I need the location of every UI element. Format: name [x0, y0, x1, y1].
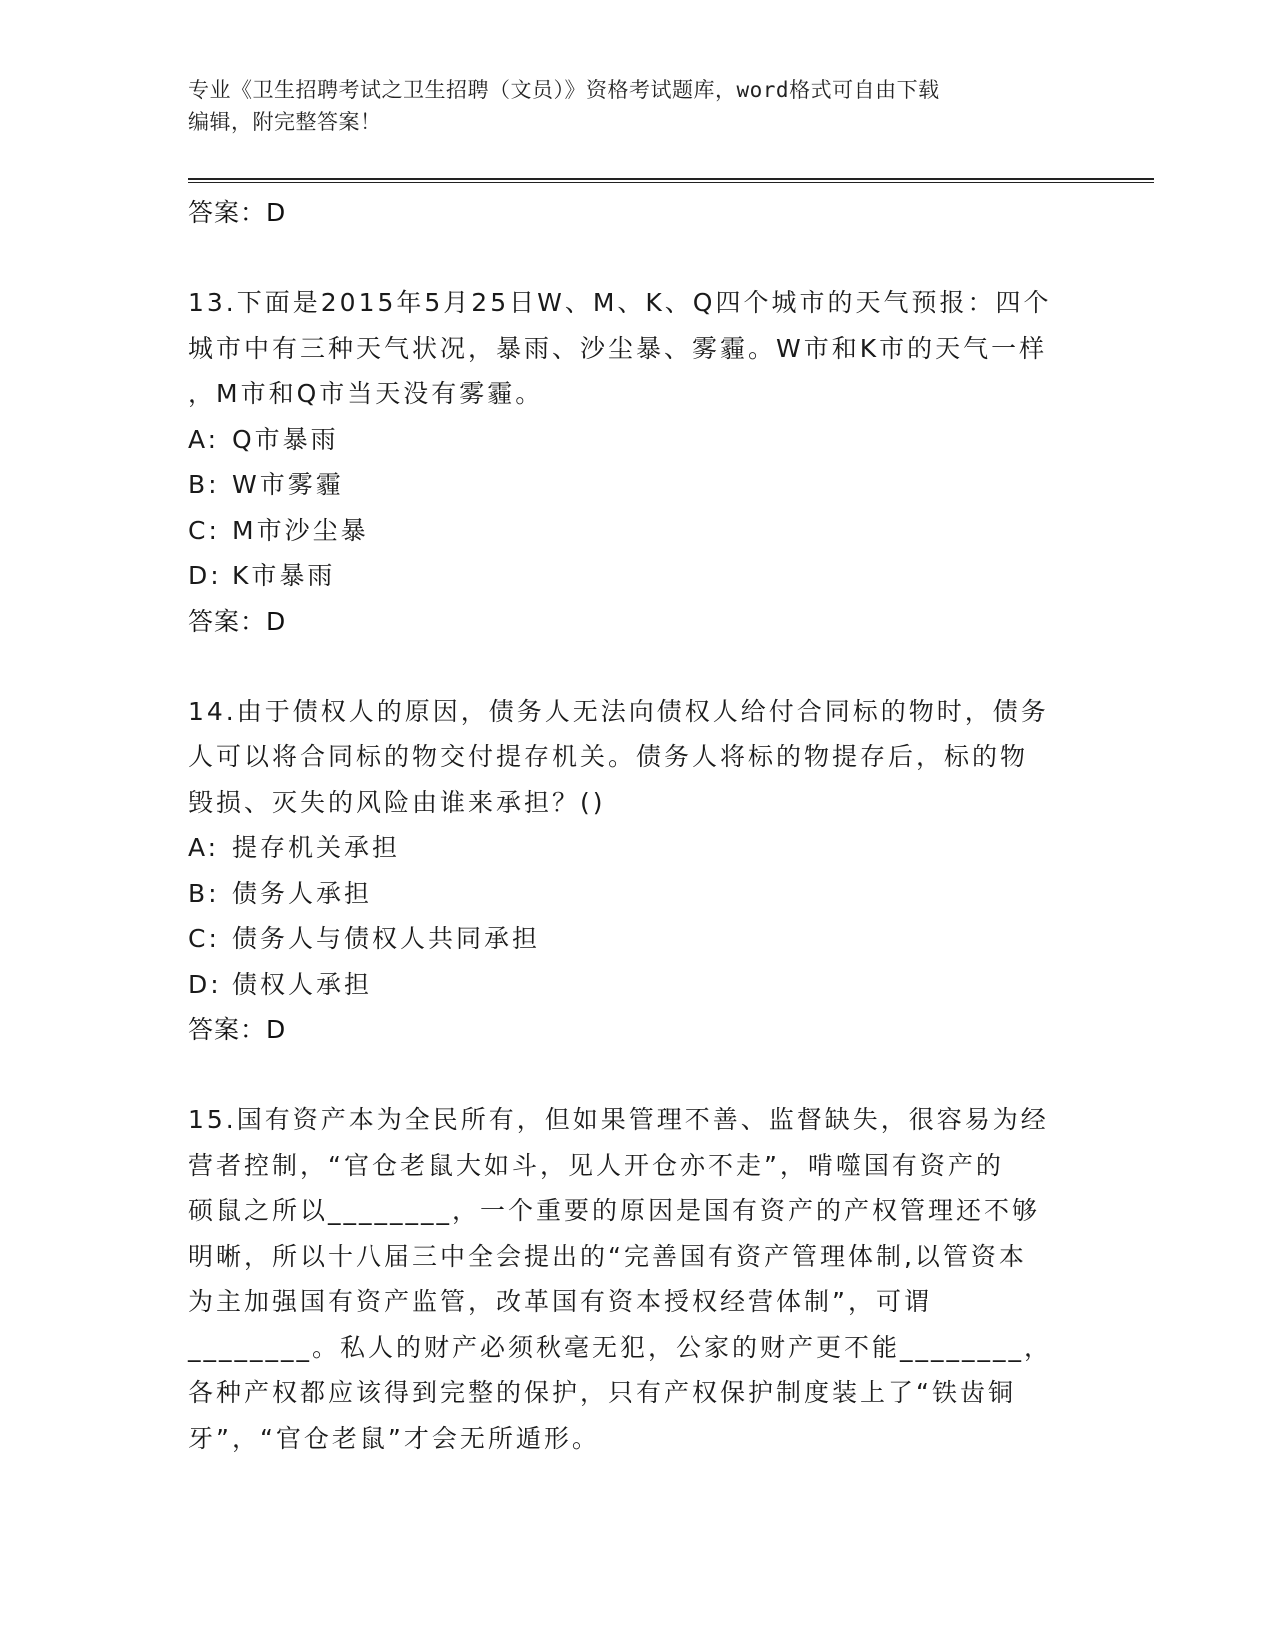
question-line: 为主加强国有资产监管，改革国有资本授权经营体制”，可谓 — [188, 1287, 932, 1316]
option-b: B: 债务人承担 — [188, 878, 373, 908]
header-divider — [188, 178, 1154, 183]
option-b: B: W市雾霾 — [188, 470, 344, 499]
option-c: C: 债务人与债权人共同承担 — [188, 924, 541, 953]
question-line: 14.由于债权人的原因，债务人无法向债权人给付合同标的物时，债务 — [188, 696, 1049, 726]
option-c: C: M市沙尘暴 — [188, 515, 369, 545]
option-d: D: K市暴雨 — [188, 561, 336, 590]
answer-14: 答案：D — [188, 1015, 287, 1044]
page-header — [188, 74, 1088, 138]
header-line-2: 编辑，附完整答案！ — [188, 110, 382, 134]
answer-12: 答案：D — [188, 198, 287, 227]
question-line: 毁损、灭失的风险由谁来承担？() — [188, 787, 606, 817]
option-a: A: Q市暴雨 — [188, 424, 339, 454]
question-line: 城市中有三种天气状况，暴雨、沙尘暴、雾霾。W市和K市的天气一样 — [188, 333, 1048, 363]
question-line: 15.国有资产本为全民所有，但如果管理不善、监督缺失，很容易为经 — [188, 1105, 1049, 1134]
option-d: D: 债权人承担 — [188, 969, 373, 999]
question-line: 营者控制，“官仓老鼠大如斗，见人开仓亦不走”，啃噬国有资产的 — [188, 1150, 1004, 1180]
question-line: 牙”，“官仓老鼠”才会无所遁形。 — [188, 1423, 600, 1453]
question-line: 各种产权都应该得到完整的保护，只有产权保护制度装上了“铁齿铜 — [188, 1378, 1016, 1407]
question-line: 13.下面是2015年5月25日W、M、K、Q四个城市的天气预报：四个 — [188, 288, 1052, 317]
document-body — [188, 190, 1088, 1461]
question-13 — [188, 280, 1088, 645]
question-line: 硕鼠之所以________，一个重要的原因是国有资产的产权管理还不够 — [188, 1196, 1041, 1225]
question-15 — [188, 1097, 1088, 1461]
question-line: 人可以将合同标的物交付提存机关。债务人将标的物提存后，标的物 — [188, 742, 1029, 771]
question-line: 明晰，所以十八届三中全会提出的“完善国有资产管理体制,以管资本 — [188, 1241, 1027, 1271]
question-line: ，M市和Q市当天没有雾霾。 — [188, 379, 544, 408]
question-line: ________。私人的财产必须秋毫无犯，公家的财产更不能________， — [188, 1332, 1053, 1362]
option-a: A: 提存机关承担 — [188, 833, 401, 862]
header-line-1: 专业《卫生招聘考试之卫生招聘（文员）》资格考试题库，word格式可自由下载 — [188, 78, 940, 102]
question-14 — [188, 689, 1088, 1054]
answer-13: 答案：D — [188, 606, 287, 636]
